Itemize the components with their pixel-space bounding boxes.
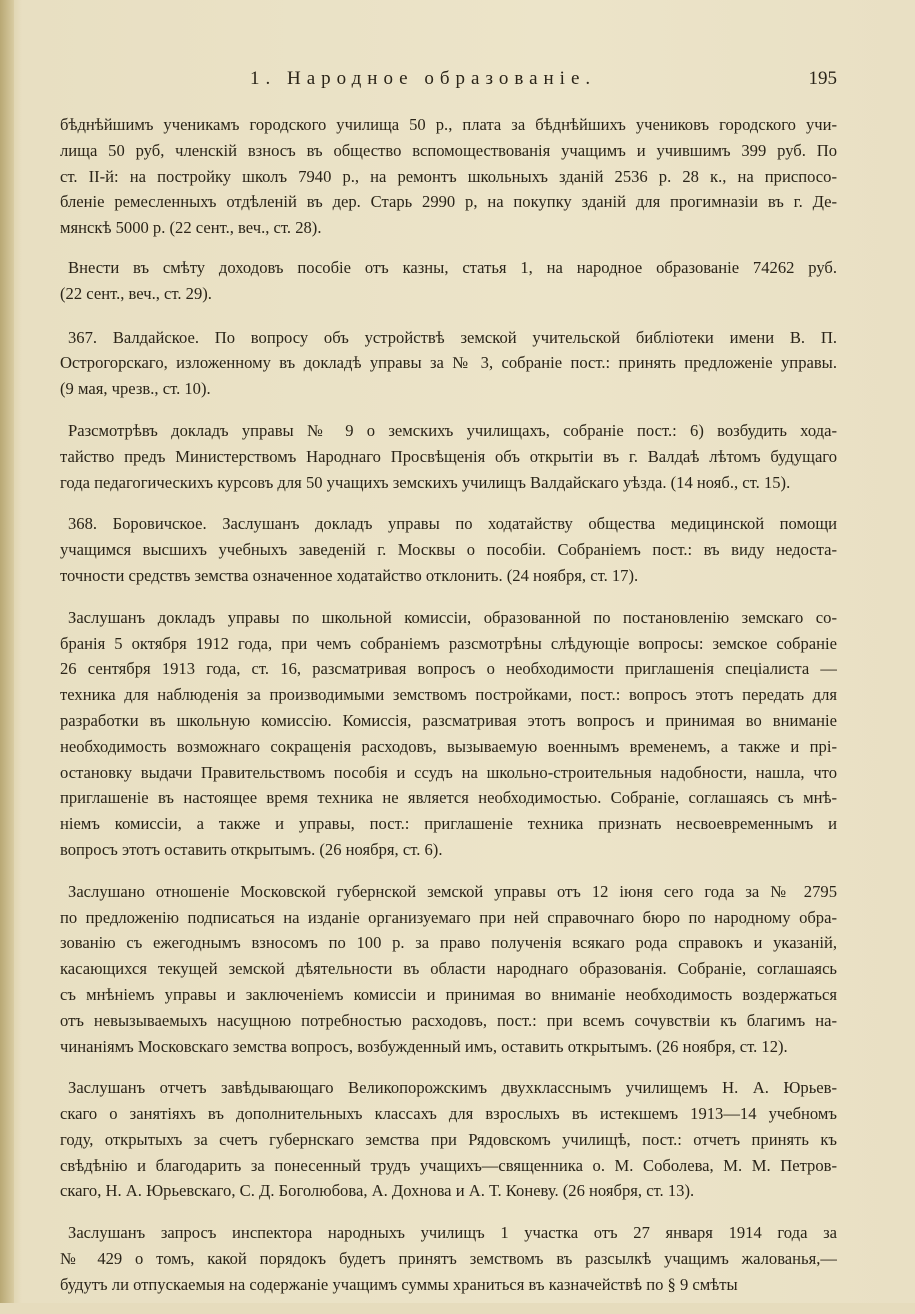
- paragraph: [60, 605, 837, 863]
- text-line: бранія 5 октября 1912 года, при чемъ собраніемъ разсмотрѣны слѣдующіе вопросы: земское собраніе: [60, 633, 837, 653]
- text-line: скаго, Н. А. Юрьевскаго, С. Д. Боголюбова, А. Дохнова и А. Т. Коневу. (26 ноября, ст. 13).: [60, 1181, 695, 1201]
- text-line: учащимся высшихъ учебныхъ заведеній г. Москвы о пособіи. Собраніемъ пост.: въ виду недоста-: [60, 540, 837, 560]
- text-line: Заслушанъ запросъ инспектора народныхъ училищъ 1 участка отъ 27 января 1914 года за: [68, 1223, 837, 1243]
- paragraph: [60, 511, 837, 588]
- paragraph: [60, 255, 837, 307]
- text-line: Заслушанъ докладъ управы по школьной комиссіи, образованной по постановленію земскаго со-: [68, 607, 837, 627]
- text-line: зованію съ ежегоднымъ взносомъ по 100 р. за право полученія всякаго рода справокъ и указаній,: [60, 933, 837, 953]
- text-line: году, открытыхъ за счетъ губернскаго земства при Рядовскомъ училищѣ, пост.: отчетъ принять къ: [60, 1129, 837, 1149]
- text-line: года педагогическихъ курсовъ для 50 учащихъ земскихъ училищъ Валдайскаго уѣзда. (14 нояб., ст. 15).: [60, 472, 791, 492]
- text-line: Заслушано отношеніе Московской губернской земской управы отъ 12 іюня сего года за № 2795: [68, 881, 837, 901]
- text-line: будутъ ли отпускаемыя на содержаніе учащимъ суммы храниться въ казначействѣ по § 9 смѣты: [60, 1274, 738, 1294]
- text-line: приглашеніе въ настоящее время техника не является необходимостью. Собраніе, соглашаясь съ мнѣ-: [60, 788, 837, 808]
- text-line: техника для наблюденія за производимыми земствомъ постройками, пост.: вопросъ этотъ передать для: [60, 685, 837, 705]
- text-line: свѣдѣнію и благодарить за понесенный трудъ учащихъ—священника о. М. Соболева, М. М. Петров-: [60, 1155, 837, 1175]
- text-line: тайство предъ Министерствомъ Народнаго Просвѣщенія объ открытіи въ г. Валдаѣ лѣтомъ будущаго: [60, 446, 837, 466]
- text-line: лища 50 руб, членскій взносъ въ общество вспомоществованія учащимъ и учившимъ 399 руб. По: [60, 140, 837, 160]
- text-line: ст. II-й: на постройку школъ 7940 р., на ремонтъ школьныхъ зданій 2536 р. 28 к., на приспосо-: [60, 166, 837, 186]
- page-number: 195: [808, 68, 837, 89]
- paragraph: [60, 325, 837, 402]
- text-line: (22 сент., веч., ст. 29).: [60, 283, 212, 303]
- text-line: (9 мая, чрезв., ст. 10).: [60, 379, 211, 399]
- text-line: скаго о занятіяхъ въ дополнительныхъ классахъ для взрослыхъ въ истекшемъ 1913—14 учебномъ: [60, 1104, 837, 1124]
- text-line: Внести въ смѣту доходовъ пособіе отъ казны, статья 1, на народное образованіе 74262 руб.: [68, 257, 837, 277]
- text-line: по предложенію подписаться на изданіе организуемаго при ней справочнаго бюро по народному обра-: [60, 907, 837, 927]
- paragraph: [60, 879, 837, 1060]
- text-line: бѣднѣйшимъ ученикамъ городского училища 50 р., плата за бѣднѣйшихъ учениковъ городского учи-: [60, 115, 837, 134]
- text-line: точности средствъ земства означенное ходатайство отклонить. (24 ноября, ст. 17).: [60, 565, 639, 585]
- text-line: съ мнѣніемъ управы и заключеніемъ комиссіи и принимая во вниманіе необходимость воздержаться: [60, 984, 837, 1004]
- text-line: мянскѣ 5000 р. (22 сент., веч., ст. 28).: [60, 218, 322, 238]
- text-line: чинаніямъ Московскаго земства вопросъ, возбужденный имъ, оставить открытымъ. (26 ноября, ст. 12).: [60, 1036, 788, 1056]
- text-line: Острогорскаго, изложенному въ докладѣ управы за № 3, собраніе пост.: принять предложеніе управы.: [60, 353, 837, 373]
- paragraph: [60, 112, 837, 241]
- text-line: разработки въ школьную комиссію. Комиссія, разсматривая этотъ вопросъ и принимая во вниманіе: [60, 710, 837, 730]
- text-line: бленіе ремесленныхъ отдѣленій въ дер. Старь 2990 р, на покупку зданій для прогимназіи въ г. Де-: [60, 192, 837, 212]
- text-line: ніемъ комиссіи, а также и управы, пост.: приглашеніе техника признать несвоевременнымъ и: [60, 814, 837, 834]
- page-header: [60, 68, 837, 96]
- text-line: остановку выдачи Правительствомъ пособія и ссудъ на школьно-строительныя надобности, нашла, что: [60, 762, 837, 782]
- text-line: вопросъ этотъ оставить открытымъ. (26 ноября, ст. 6).: [60, 839, 443, 859]
- page-body: [60, 112, 837, 1314]
- text-line: № 429 о томъ, какой порядокъ будетъ принятъ земствомъ въ разсылкѣ учащимъ жалованья,—: [60, 1249, 837, 1269]
- page-spine-shadow: [0, 0, 14, 1303]
- text-line: Заслушанъ отчетъ завѣдывающаго Великопорожскимъ двухкласснымъ училищемъ Н. А. Юрьев-: [68, 1078, 837, 1098]
- text-line: Разсмотрѣвъ докладъ управы № 9 о земскихъ училищахъ, собраніе пост.: 6) возбудить хода-: [68, 420, 837, 440]
- text-line: 26 сентября 1913 года, ст. 16, разсматривая вопросъ о необходимости приглашенія спеціалиста —: [60, 659, 837, 679]
- paragraph: [60, 1220, 837, 1297]
- paragraph: [60, 1075, 837, 1204]
- text-line: 368. Боровичское. Заслушанъ докладъ управы по ходатайству общества медицинской помощи: [68, 514, 837, 534]
- running-title: 1. Народное образованіе.: [250, 68, 597, 89]
- text-line: 367. Валдайское. По вопросу объ устройствѣ земской учительской библіотеки имени В. П.: [68, 327, 837, 347]
- text-line: необходимость возможнаго сокращенія расходовъ, вызываемую военнымъ временемъ, а также и прі-: [60, 736, 837, 756]
- text-line: касающихся текущей земской дѣятельности въ области народнаго образованія. Собраніе, соглашаясь: [60, 959, 837, 979]
- paragraph: [60, 418, 837, 495]
- text-line: отъ невызываемыхъ насущною потребностью расходовъ, пост.: при всемъ сочувствіи къ благимъ на-: [60, 1010, 837, 1030]
